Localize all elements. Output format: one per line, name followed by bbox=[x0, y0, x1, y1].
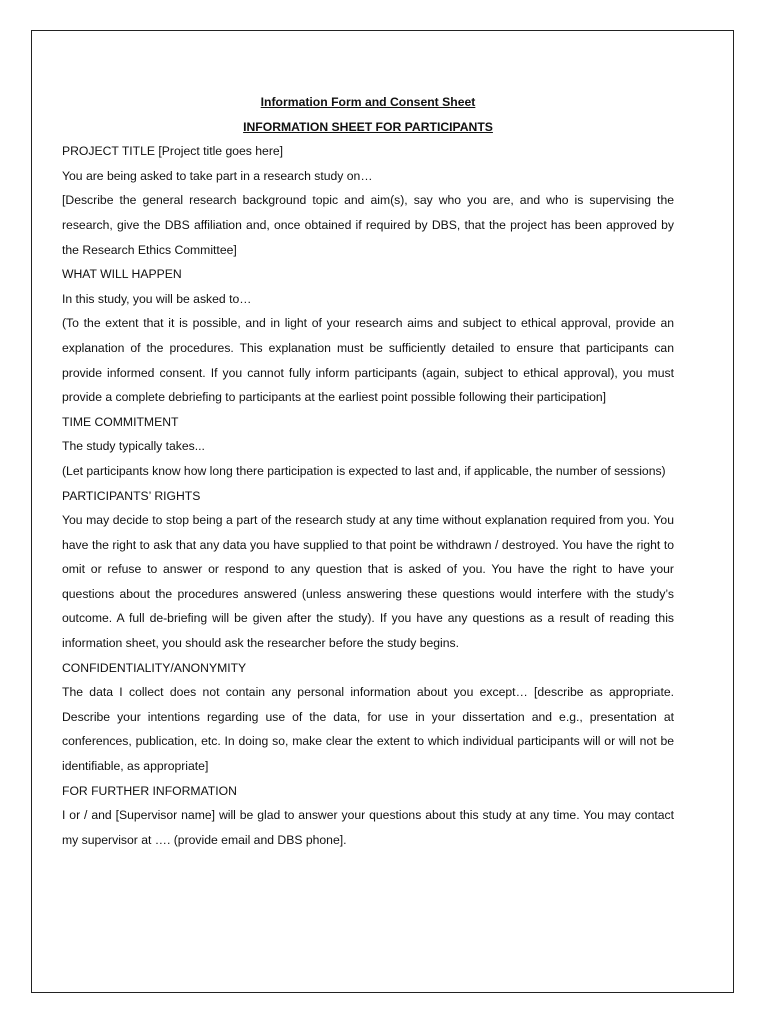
project-title: PROJECT TITLE [Project title goes here] bbox=[62, 144, 284, 159]
further-information-body: I or / and [Supervisor name] will be glad to answer your questions about this study at any time. You may contact my supervisor at …. (provide email and DBS phone]. bbox=[62, 808, 674, 847]
document-subtitle: INFORMATION SHEET FOR PARTICIPANTS bbox=[243, 119, 493, 134]
document-title: Information Form and Consent Sheet bbox=[260, 95, 476, 109]
confidentiality-body: The data I collect does not contain any personal information about you except… [describe as appropriate. Describe your intentions regarding use of the data, for use in your dissertation and e.g., presentation at conferences, publication, etc. In doing so, make clear the extent to which individual participants will or will not be identifiable, as appropriate] bbox=[62, 685, 674, 774]
further-information-heading: FOR FURTHER INFORMATION bbox=[62, 783, 237, 798]
what-will-happen-intro: In this study, you will be asked to… bbox=[62, 291, 252, 306]
what-will-happen-body: (To the extent that it is possible, and in light of your research aims and subject to ethical approval, provide an explanation of the procedures. This explanation must be sufficiently detailed to ensure that participants can provide informed consent. If you cannot fully inform participants (again, subject to ethical approval), you must provide a complete debriefing to participants at the earliest point possible following their participation] bbox=[62, 316, 674, 405]
time-commitment-body: (Let participants know how long there participation is expected to last and, if applicable, the number of sessions) bbox=[62, 463, 666, 478]
time-commitment-heading: TIME COMMITMENT bbox=[62, 414, 179, 429]
confidentiality-heading: CONFIDENTIALITY/ANONYMITY bbox=[62, 660, 247, 675]
intro-text: You are being asked to take part in a research study on… bbox=[62, 168, 373, 183]
document-body bbox=[62, 90, 674, 852]
background-text: [Describe the general research background topic and aim(s), say who you are, and who is supervising the research, give the DBS affiliation and, once obtained if required by DBS, that the project has been approved by the Research Ethics Committee] bbox=[62, 193, 674, 257]
what-will-happen-heading: WHAT WILL HAPPEN bbox=[62, 267, 182, 282]
participants-rights-body: You may decide to stop being a part of the research study at any time without explanation required from you. You have the right to ask that any data you have supplied to that point be withdrawn / destroyed. You have the right to omit or refuse to answer or respond to any question that is asked of you. You have the right to have your questions about the procedures answered (unless answering these questions would interfere with the study’s outcome. A full de-briefing will be given after the study). If you have any questions as a result of reading this information sheet, you should ask the researcher before the study begins. bbox=[62, 513, 674, 651]
time-commitment-intro: The study typically takes... bbox=[62, 439, 205, 454]
participants-rights-heading: PARTICIPANTS’ RIGHTS bbox=[62, 488, 201, 503]
